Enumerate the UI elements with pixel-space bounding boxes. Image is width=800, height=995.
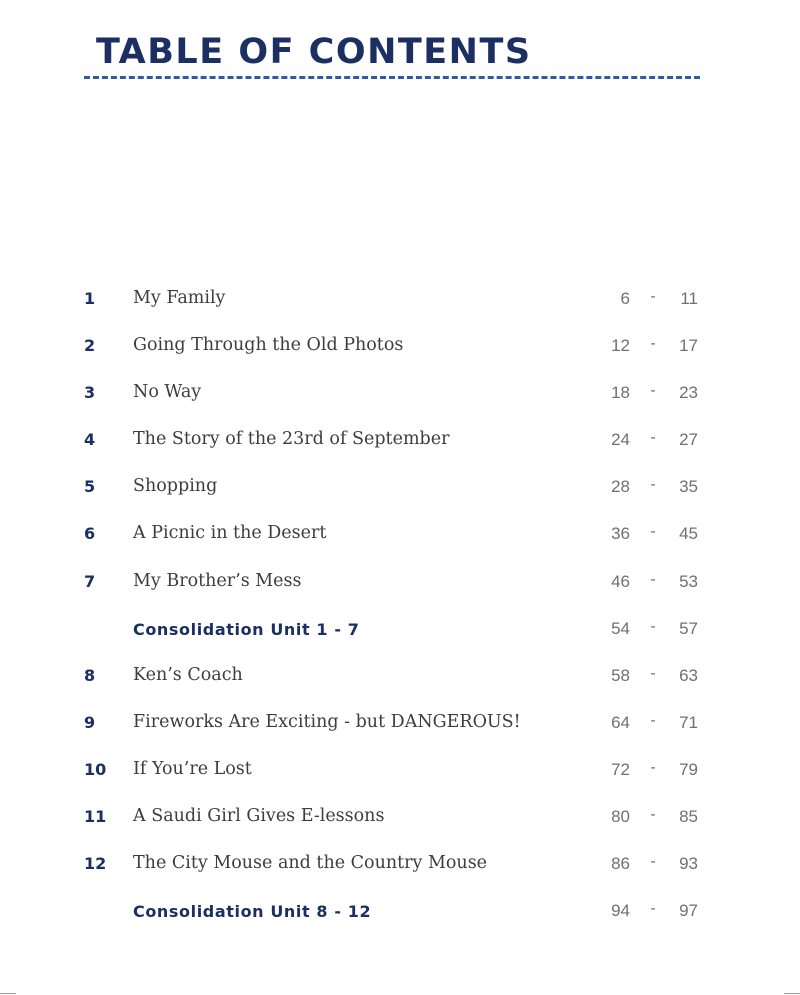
unit-title: Fireworks Are Exciting - but DANGEROUS!: [133, 711, 521, 732]
unit-number: 7: [84, 571, 96, 591]
unit-number: 10: [84, 759, 107, 779]
unit-number: 8: [84, 665, 96, 685]
toc-row: [0, 324, 800, 371]
page-range-separator: -: [650, 617, 656, 635]
page-range-separator: -: [650, 476, 656, 494]
toc-consolidation-row: [0, 607, 800, 654]
unit-title: Ken’s Coach: [133, 664, 243, 685]
unit-number: 4: [84, 430, 96, 450]
page-start: 18: [611, 383, 630, 403]
title-dashed-rule: [84, 76, 700, 79]
toc-row: [0, 701, 800, 748]
toc-row: [0, 512, 800, 559]
page-end: 27: [679, 430, 698, 450]
unit-number: 12: [84, 854, 107, 874]
page-end: 53: [679, 571, 698, 591]
page-start: 28: [611, 477, 630, 497]
toc-row: [0, 371, 800, 418]
consolidation-title: Consolidation Unit 8 - 12: [133, 902, 372, 922]
toc-consolidation-row: [0, 889, 800, 936]
page-end: 57: [679, 618, 698, 638]
page-start: 36: [611, 524, 630, 544]
page-end: 17: [679, 336, 698, 356]
crop-mark-right: [784, 993, 800, 994]
unit-title: A Picnic in the Desert: [133, 523, 327, 544]
unit-title: My Brother’s Mess: [133, 570, 302, 591]
page-start: 24: [611, 430, 630, 450]
page-start: 64: [611, 712, 630, 732]
page-end: 85: [679, 807, 698, 827]
page-start: 58: [611, 665, 630, 685]
unit-title: My Family: [133, 288, 226, 308]
unit-number: 1: [84, 289, 96, 308]
page-start: 72: [611, 759, 630, 779]
toc-row: [0, 654, 800, 701]
toc-row: [0, 748, 800, 795]
toc-row: [0, 842, 800, 889]
unit-number: 9: [84, 712, 96, 732]
page-end: 71: [679, 712, 698, 732]
unit-title: The City Mouse and the Country Mouse: [133, 853, 488, 874]
unit-title: Going Through the Old Photos: [133, 335, 404, 356]
page-end: 45: [679, 524, 698, 544]
unit-title: The Story of the 23rd of September: [133, 429, 450, 450]
page-range-separator: -: [650, 853, 656, 871]
page-start: 46: [611, 571, 630, 591]
page-range-separator: -: [650, 288, 656, 305]
page-end: 79: [679, 759, 698, 779]
page-range-separator: -: [650, 806, 656, 824]
toc-row: [0, 560, 800, 607]
page-range-separator: -: [650, 382, 656, 400]
page-range-separator: -: [650, 335, 656, 353]
page-start: 94: [611, 901, 630, 921]
toc-row: [0, 277, 800, 324]
page-end: 11: [680, 289, 698, 308]
page-start: 80: [611, 807, 630, 827]
unit-title: No Way: [133, 382, 202, 403]
page-start: 12: [611, 336, 630, 356]
toc-row: [0, 795, 800, 842]
toc-list: [0, 277, 800, 936]
page-range-separator: -: [650, 429, 656, 447]
page-range-separator: -: [650, 570, 656, 588]
unit-number: 5: [84, 477, 96, 497]
page-range-separator: -: [650, 664, 656, 682]
page-range-separator: -: [650, 900, 656, 918]
unit-title: A Saudi Girl Gives E-lessons: [133, 806, 385, 827]
unit-title: If You’re Lost: [133, 758, 252, 779]
unit-number: 3: [84, 383, 96, 403]
page-start: 54: [611, 618, 630, 638]
page-range-separator: -: [650, 711, 656, 729]
toc-row: [0, 465, 800, 512]
page-range-separator: -: [650, 523, 656, 541]
unit-title: Shopping: [133, 476, 218, 497]
page-end: 97: [679, 901, 698, 921]
page-start: 86: [611, 854, 630, 874]
unit-number: 2: [84, 336, 96, 356]
toc-row: [0, 418, 800, 465]
unit-number: 11: [84, 807, 107, 827]
crop-mark-left: [0, 993, 16, 994]
page-range-separator: -: [650, 758, 656, 776]
page-end: 23: [679, 383, 698, 403]
consolidation-title: Consolidation Unit 1 - 7: [133, 619, 360, 639]
page-end: 35: [679, 477, 698, 497]
unit-number: 6: [84, 524, 96, 544]
page-end: 63: [679, 665, 698, 685]
page-start: 6: [620, 289, 630, 308]
page-title: TABLE OF CONTENTS: [96, 32, 532, 72]
page-end: 93: [679, 854, 698, 874]
